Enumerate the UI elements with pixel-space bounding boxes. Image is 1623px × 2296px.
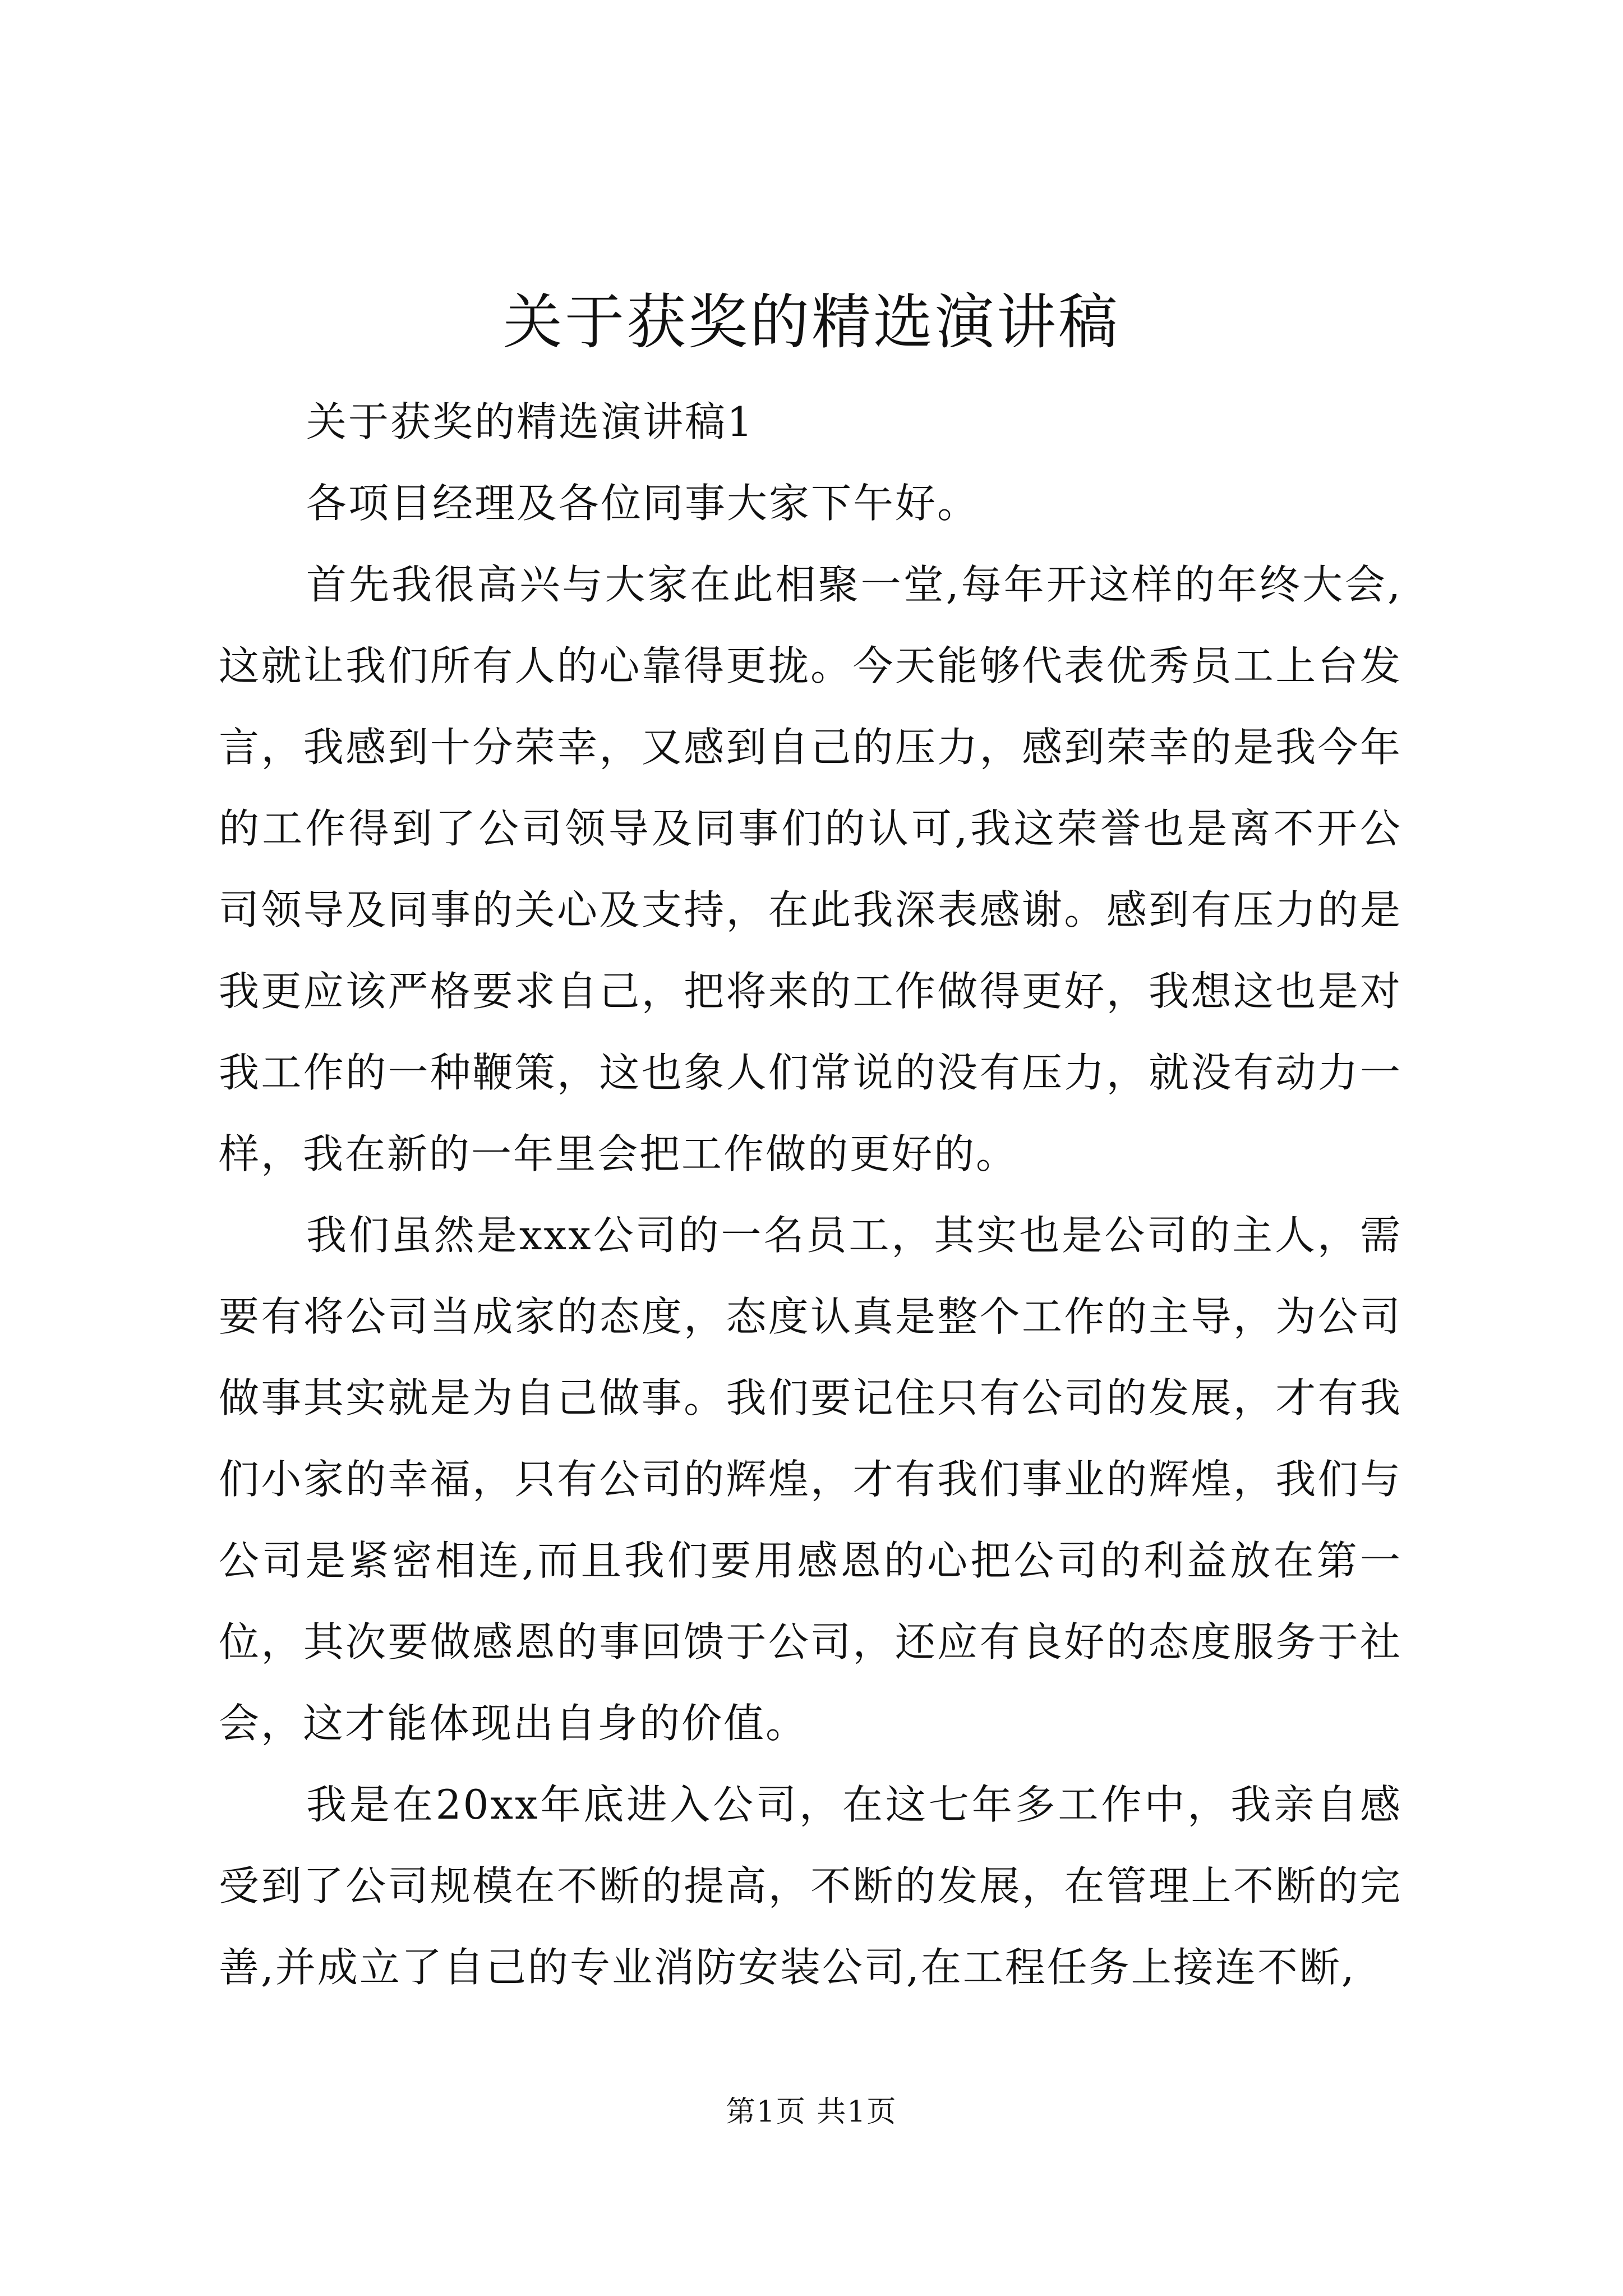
paragraph-1: 首先我很高兴与大家在此相聚一堂,每年开这样的年终大会,这就让我们所有人的心靠得更拢。今天能够代表优秀员工上台发言，我感到十分荣幸，又感到自己的压力，感到荣幸的是我今年的工作得到了公司领导及同事们的认可,我这荣誉也是离不开公司领导及同事的关心及支持，在此我深表感谢。感到有压力的是我更应该严格要求自己，把将来的工作做得更好，我想这也是对我工作的一种鞭策，这也象人们常说的没有压力，就没有动力一样，我在新的一年里会把工作做的更好的。 xyxy=(219,561,1402,1177)
paragraph-3: 我是在20xx年底进入公司，在这七年多工作中，我亲自感受到了公司规模在不断的提高，不断的发展，在管理上不断的完善,并成立了自己的专业消防安装公司,在工程任务上接连不断, xyxy=(219,1781,1402,1991)
document-title: 关于获奖的精选演讲稿 xyxy=(503,288,1120,357)
document-body xyxy=(219,381,1402,2008)
page-footer: 第1页 共1页 xyxy=(726,2095,897,2129)
paragraph-greeting: 各项目经理及各位同事大家下午好。 xyxy=(306,480,980,527)
paragraph-2: 我们虽然是xxx公司的一名员工，其实也是公司的主人，需要有将公司当成家的态度，态度认真是整个工作的主导，为公司做事其实就是为自己做事。我们要记住只有公司的发展，才有我们小家的幸福，只有公司的辉煌，才有我们事业的辉煌，我们与公司是紧密相连,而且我们要用感恩的心把公司的利益放在第一位，其次要做感恩的事回馈于公司，还应有良好的态度服务于社会，这才能体现出自身的价值。 xyxy=(219,1212,1402,1747)
paragraph-heading: 关于获奖的精选演讲稿1 xyxy=(306,398,754,445)
